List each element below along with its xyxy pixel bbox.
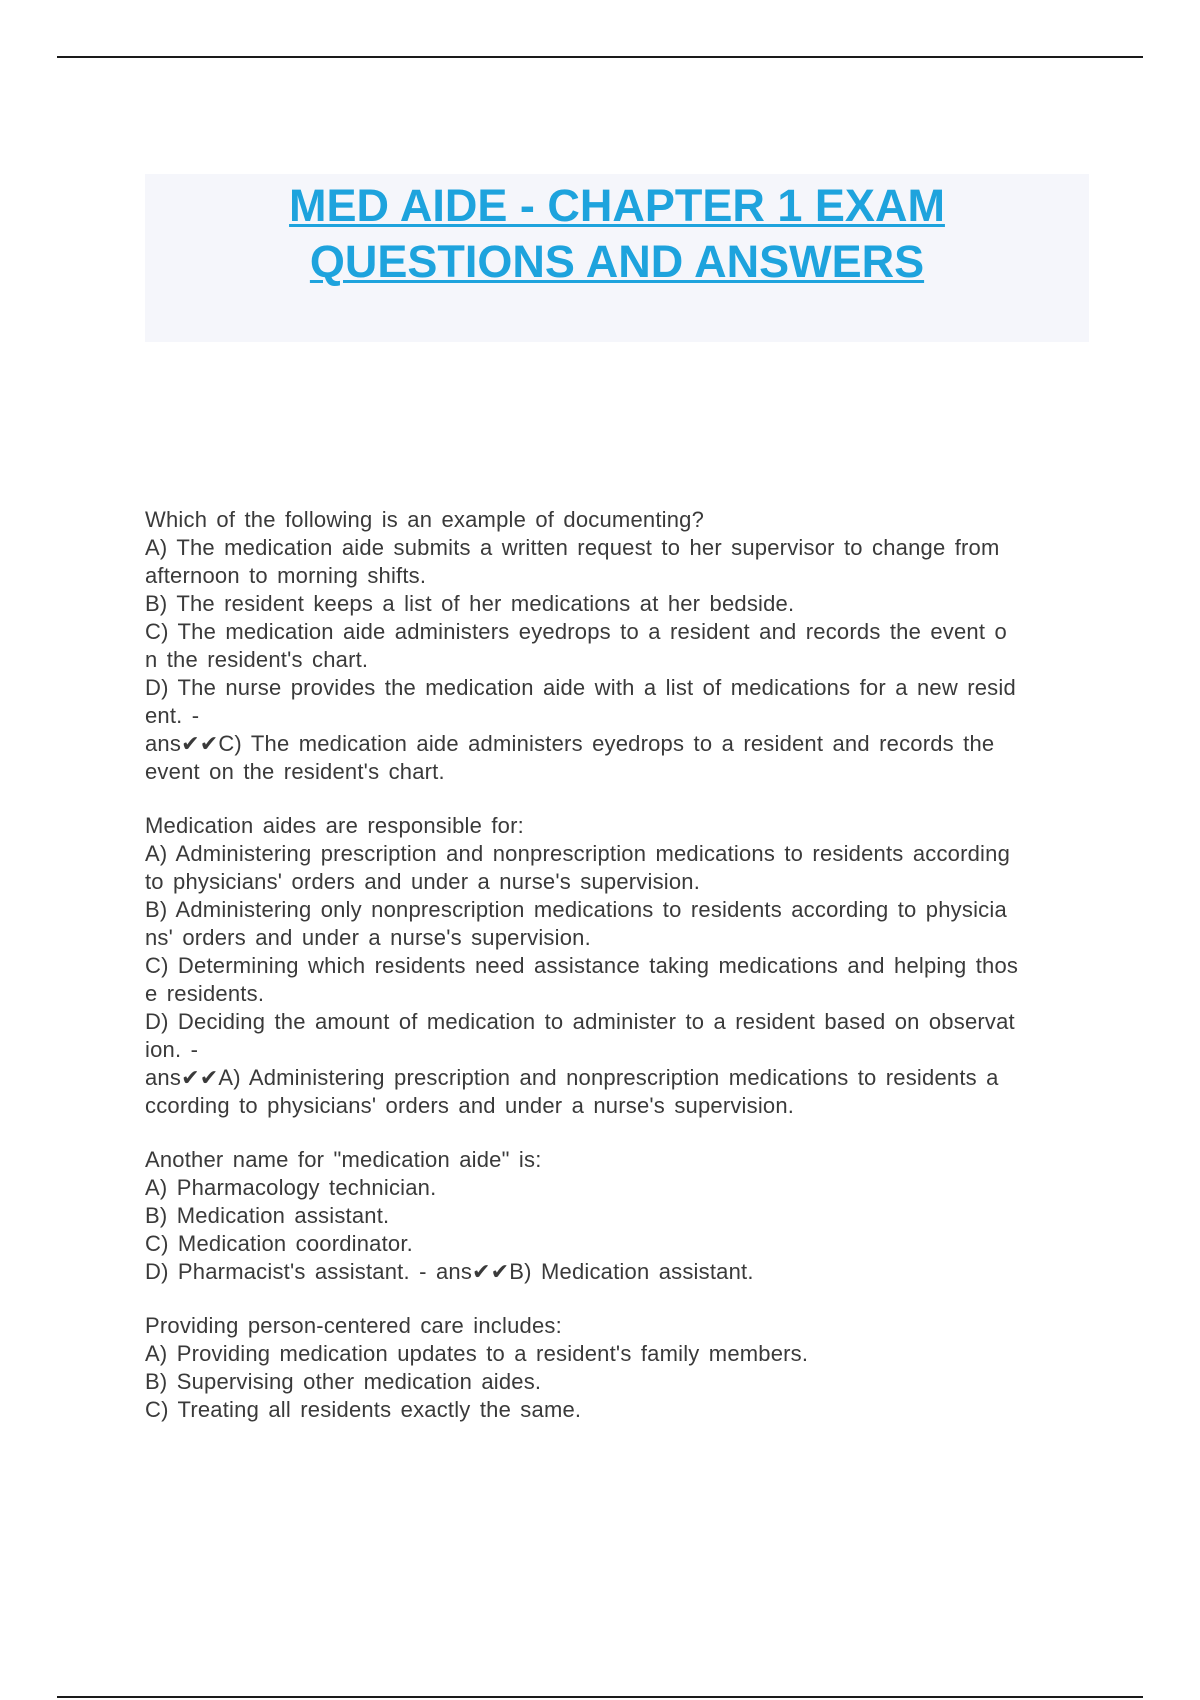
question-block-1 xyxy=(145,506,1089,786)
qa-content xyxy=(145,506,1089,1450)
question-2-option-d-cont: ion. - xyxy=(145,1037,199,1062)
question-block-2 xyxy=(145,812,1089,1120)
bottom-divider xyxy=(57,1696,1143,1698)
question-4-text: Providing person-centered care includes: xyxy=(145,1313,562,1338)
title-line-2: QUESTIONS AND ANSWERS xyxy=(309,236,925,287)
question-2-answer-cont: ccording to physicians' orders and under a nurse's supervision. xyxy=(145,1093,795,1118)
title-banner xyxy=(145,174,1089,342)
question-4-option-c: C) Treating all residents exactly the same. xyxy=(145,1397,582,1422)
question-2-option-b-cont: ns' orders and under a nurse's supervision. xyxy=(145,925,591,950)
title-line-1: MED AIDE - CHAPTER 1 EXAM xyxy=(289,180,945,231)
top-divider xyxy=(57,56,1143,58)
question-1-option-d-cont: ent. - xyxy=(145,703,200,728)
question-2-option-c: C) Determining which residents need assistance taking medications and helping thos xyxy=(145,953,1019,978)
question-4-option-b: B) Supervising other medication aides. xyxy=(145,1369,542,1394)
question-2-option-c-cont: e residents. xyxy=(145,981,265,1006)
question-1-text: Which of the following is an example of documenting? xyxy=(145,507,705,532)
question-3-text: Another name for "medication aide" is: xyxy=(145,1147,542,1172)
question-1-option-c: C) The medication aide administers eyedrops to a resident and records the event o xyxy=(145,619,1007,644)
question-block-3 xyxy=(145,1146,1089,1286)
question-2-option-a-cont: to physicians' orders and under a nurse's supervision. xyxy=(145,869,701,894)
question-2-text: Medication aides are responsible for: xyxy=(145,813,524,838)
question-1-option-a: A) The medication aide submits a written request to her supervisor to change from xyxy=(145,535,1000,560)
question-1-option-c-cont: n the resident's chart. xyxy=(145,647,369,672)
question-3-option-b: B) Medication assistant. xyxy=(145,1203,390,1228)
question-1-answer-cont: event on the resident's chart. xyxy=(145,759,445,784)
question-4-option-a: A) Providing medication updates to a resident's family members. xyxy=(145,1341,809,1366)
question-1-answer: ans✔✔C) The medication aide administers eyedrops to a resident and records the xyxy=(145,731,995,756)
page-title xyxy=(145,174,1089,290)
question-1-option-a-cont: afternoon to morning shifts. xyxy=(145,563,427,588)
question-1-option-d: D) The nurse provides the medication aide with a list of medications for a new resid xyxy=(145,675,1016,700)
question-2-option-d: D) Deciding the amount of medication to administer to a resident based on observat xyxy=(145,1009,1015,1034)
question-2-option-a: A) Administering prescription and nonprescription medications to residents according xyxy=(145,841,1011,866)
question-3-option-d-answer: D) Pharmacist's assistant. - ans✔✔B) Medication assistant. xyxy=(145,1259,754,1284)
question-3-option-c: C) Medication coordinator. xyxy=(145,1231,413,1256)
question-block-4 xyxy=(145,1312,1089,1424)
question-1-option-b: B) The resident keeps a list of her medications at her bedside. xyxy=(145,591,795,616)
question-2-option-b: B) Administering only nonprescription medications to residents according to physicia xyxy=(145,897,1007,922)
question-2-answer: ans✔✔A) Administering prescription and nonprescription medications to residents a xyxy=(145,1065,999,1090)
question-3-option-a: A) Pharmacology technician. xyxy=(145,1175,437,1200)
